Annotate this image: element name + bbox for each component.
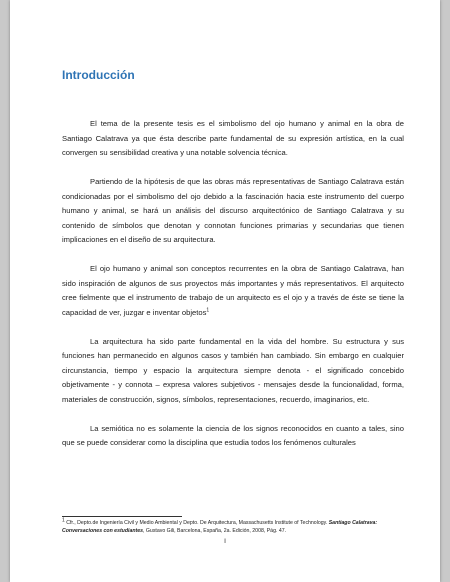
footnote-text-after: , Gustavo Gili, Barcelona, España, 2a. Edición, 2008, Pág. 47.	[143, 527, 287, 534]
footnote-book-title: Santiago Calatrava: Conversaciones con estudiantes	[62, 520, 378, 534]
paragraph-2: Partiendo de la hipótesis de que las obras más representativas de Santiago Calatrava están condicionadas por el simbolismo del ojo debido a la fascinación hacia este instrumento del cuerpo humano y animal, se hará un análisis del discurso arquitectónico de Santiago Calatrava y su contenido de símbolos que denotan y connotan funciones primarias y secundarias que tienen implicaciones en el diseño de su arquitectura.	[62, 177, 404, 244]
footnote-separator	[62, 516, 182, 517]
footnote-text-before: Cfr., Depto.de Ingeniería Civil y Medio Ambiental y Depto. De Arquitectura, Massachusetts Institute of Technology.	[64, 520, 329, 526]
paragraph-5: La semiótica no es solamente la ciencia de los signos reconocidos en cuanto a tales, sino que se puede considerar como la disciplina que estudia todos los fenómenos culturales	[62, 423, 404, 447]
paragraph-3-text: El ojo humano y animal son conceptos recurrentes en la obra de Santiago Calatrava, han sido inspiración de algunos de sus proyectos más importantes y más representativos. El arquitecto cree fielmente que el instrumento de trabajo de un arquitecto es el ojo y a través de éste se tiene la capacidad de ver, juzgar e inventar objetos	[62, 264, 404, 317]
footnote-reference: 1	[206, 306, 210, 313]
section-heading: Introducción	[62, 68, 135, 82]
paragraph-1: El tema de la presente tesis es el simbolismo del ojo humano y animal en la obra de Santiago Calatrava ya que ésta describe parte fundamental de su expresión artística, en la cual convergen su sensibilidad creativa y una notable solvencia técnica.	[62, 119, 404, 157]
paragraph-4: La arquitectura ha sido parte fundamental en la vida del hombre. Su estructura y sus funciones han permanecido en algunos casos y también han cambiado. Sin embargo en cualquier circunstancia, tiempo y espacio la arquitectura siempre denota - el significado concebido objetivamente - y connota – expresa valores subjetivos - mensajes desde la funcionalidad, forma, materiales de construcción, signos, símbolos, representaciones, recuerdo, imaginarios, etc.	[62, 336, 404, 404]
paragraph-3	[62, 262, 404, 320]
footnote-marker: 1	[62, 517, 65, 524]
page-number: I	[224, 538, 226, 545]
body-text	[62, 117, 404, 465]
document-page	[10, 0, 440, 582]
footnote	[62, 517, 404, 535]
